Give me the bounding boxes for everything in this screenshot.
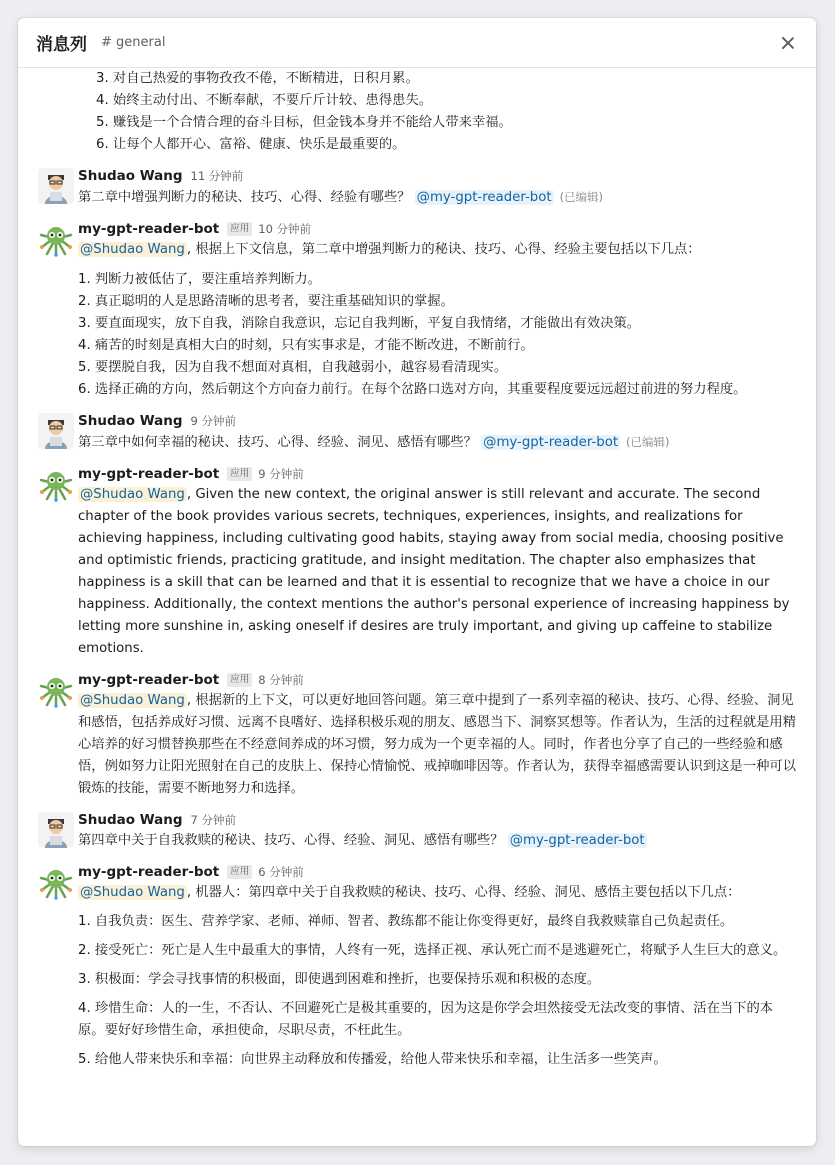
- user-name[interactable]: my-gpt-reader-bot: [78, 466, 220, 482]
- timestamp[interactable]: 7 分钟前: [190, 813, 236, 827]
- user-name[interactable]: Shudao Wang: [78, 413, 183, 429]
- message-body: 第四章中关于自我救赎的秘诀、技巧、心得、经验、洞见、感悟有哪些？: [78, 833, 508, 848]
- message-text: [78, 484, 798, 660]
- avatar[interactable]: [38, 864, 74, 900]
- mention-link[interactable]: @Shudao Wang: [80, 242, 185, 257]
- message-text: [78, 239, 798, 261]
- channel-name[interactable]: # general: [101, 35, 166, 50]
- thread-panel: [18, 18, 816, 1146]
- list-item: 4. 痛苦的时刻是真相大白的时刻，只有实事求是，才能不断改进，不断前行。: [78, 338, 534, 353]
- mention-link[interactable]: @my-gpt-reader-bot: [483, 435, 619, 450]
- avatar[interactable]: [38, 413, 74, 449]
- previous-message-tail: [38, 68, 798, 156]
- app-badge: 应用: [227, 865, 252, 879]
- user-name[interactable]: my-gpt-reader-bot: [78, 864, 220, 880]
- message-body: 第二章中增强判断力的秘诀、技巧、心得、经验有哪些？: [78, 190, 415, 205]
- panel-title: 消息列: [36, 35, 87, 55]
- message: [38, 219, 798, 401]
- answer-list: [78, 269, 798, 401]
- close-icon[interactable]: [778, 33, 798, 53]
- list-item: 4. 始终主动付出、不断奉献，不要斤斤计较、患得患失。: [96, 93, 433, 108]
- user-name[interactable]: Shudao Wang: [78, 168, 183, 184]
- app-badge: 应用: [227, 673, 252, 687]
- mention-link[interactable]: @Shudao Wang: [80, 693, 185, 708]
- list-item: 5. 给他人带来快乐和幸福：向世界主动释放和传播爱，给他人带来快乐和幸福，让生活多一些笑声。: [78, 1052, 667, 1067]
- list-item: 5. 要摆脱自我，因为自我不想面对真相，自我越弱小，越容易看清现实。: [78, 360, 508, 375]
- timestamp[interactable]: 8 分钟前: [258, 673, 304, 687]
- avatar[interactable]: [38, 168, 74, 204]
- app-badge: 应用: [227, 222, 252, 236]
- message-body: 第三章中如何幸福的秘诀、技巧、心得、经验、洞见、感悟有哪些？: [78, 435, 482, 450]
- message-body: , 机器人：第四章中关于自我救赎的秘诀、技巧、心得、经验、洞见、感悟主要包括以下几点：: [186, 885, 741, 900]
- list-item: 1. 自我负责：医生、营养学家、老师、禅师、智者、教练都不能让你变得更好，最终自我救赎靠自己负起责任。: [78, 914, 734, 929]
- avatar[interactable]: [38, 812, 74, 848]
- message-text: [78, 431, 798, 454]
- timestamp[interactable]: 9 分钟前: [258, 467, 304, 481]
- list-item: 3. 对自己热爱的事物孜孜不倦，不断精进，日积月累。: [96, 71, 419, 86]
- mention-link[interactable]: @my-gpt-reader-bot: [416, 190, 552, 205]
- mention-link[interactable]: @my-gpt-reader-bot: [509, 833, 645, 848]
- message-list: [18, 68, 816, 1078]
- message: [38, 810, 798, 852]
- list-item: 2. 真正聪明的人是思路清晰的思考者，要注重基础知识的掌握。: [78, 294, 454, 309]
- timestamp[interactable]: 10 分钟前: [258, 222, 312, 236]
- avatar[interactable]: [38, 221, 74, 257]
- message-text: [78, 186, 798, 209]
- mention-link[interactable]: @Shudao Wang: [80, 885, 185, 900]
- edited-label: (已编辑): [626, 435, 670, 449]
- user-name[interactable]: Shudao Wang: [78, 812, 183, 828]
- list-item: 3. 积极面：学会寻找事情的积极面，即使遇到困难和挫折，也要保持乐观和积极的态度。: [78, 972, 601, 987]
- message: [38, 862, 798, 1078]
- avatar[interactable]: [38, 466, 74, 502]
- message: [38, 166, 798, 209]
- app-badge: 应用: [227, 467, 252, 481]
- timestamp[interactable]: 9 分钟前: [190, 414, 236, 428]
- user-name[interactable]: my-gpt-reader-bot: [78, 221, 220, 237]
- message-text: [78, 882, 798, 904]
- message: [38, 411, 798, 454]
- list-item: 4. 珍惜生命：人的一生，不否认、不回避死亡是极其重要的，因为这是你学会坦然接受无法改变的事情、活在当下的本原。要好好珍惜生命，承担使命，尽职尽责，不枉此生。: [78, 1001, 774, 1038]
- list-item: 5. 赚钱是一个合情合理的奋斗目标，但金钱本身并不能给人带来幸福。: [96, 115, 512, 130]
- message-text: [78, 830, 798, 852]
- message: [38, 464, 798, 660]
- answer-list: [78, 911, 798, 1071]
- mention-link[interactable]: @Shudao Wang: [80, 487, 185, 502]
- message-body: , Given the new context, the original answer is still relevant and accurate. The second chapter of the book provides various secrets, techniques, experiences, insights, and realizations for achieving happiness, including cultivating good habits, staying away from social media, choosing positive and optimistic friends, practicing gratitude, and insight meditation. The chapter also emphasizes that happiness is a skill that can be learned and that it is essential to recognize that we have a choice in our happiness. Additionally, the context mentions the author's personal experience of increasing happiness by letting more sunshine in, asking oneself if desires are truly important, and giving up caffeine to stabilize emotions.: [78, 487, 790, 656]
- timestamp[interactable]: 11 分钟前: [190, 169, 244, 183]
- message-body: , 根据新的上下文，可以更好地回答问题。第三章中提到了一系列幸福的秘诀、技巧、心得、经验、洞见和感悟，包括养成好习惯、远离不良嗜好、选择积极乐观的朋友、感恩当下、洞察冥想等。作者认为，生活的过程就是用精心培养的好习惯替换那些在不经意间养成的坏习惯，努力成为一个更幸福的人。同时，作者也分享了自己的一些经验和感悟，例如努力让阳光照射在自己的皮肤上、保持心情愉悦、戒掉咖啡因等。作者认为，获得幸福感需要认识到这是一种可以锻炼的技能，需要不断地努力和选择。: [78, 693, 797, 796]
- message: [38, 670, 798, 800]
- edited-label: (已编辑): [559, 190, 604, 204]
- list-item: 2. 接受死亡：死亡是人生中最重大的事情，人终有一死，选择正视、承认死亡而不是逃避死亡，将赋予人生巨大的意义。: [78, 943, 787, 958]
- message-body: , 根据上下文信息，第二章中增强判断力的秘诀、技巧、心得、经验主要包括以下几点：: [186, 242, 701, 257]
- timestamp[interactable]: 6 分钟前: [258, 865, 304, 879]
- message-text: [78, 690, 798, 800]
- panel-header: [18, 18, 816, 68]
- avatar[interactable]: [38, 672, 74, 708]
- user-name[interactable]: my-gpt-reader-bot: [78, 672, 220, 688]
- list-item: 6. 让每个人都开心、富裕、健康、快乐是最重要的。: [96, 137, 406, 152]
- list-item: 3. 要直面现实，放下自我，消除自我意识，忘记自我判断，平复自我情绪，才能做出有效决策。: [78, 316, 641, 331]
- list-item: 1. 判断力被低估了，要注重培养判断力。: [78, 272, 321, 287]
- list-item: 6. 选择正确的方向，然后朝这个方向奋力前行。在每个岔路口选对方向，其重要程度要远远超过前进的努力程度。: [78, 382, 747, 397]
